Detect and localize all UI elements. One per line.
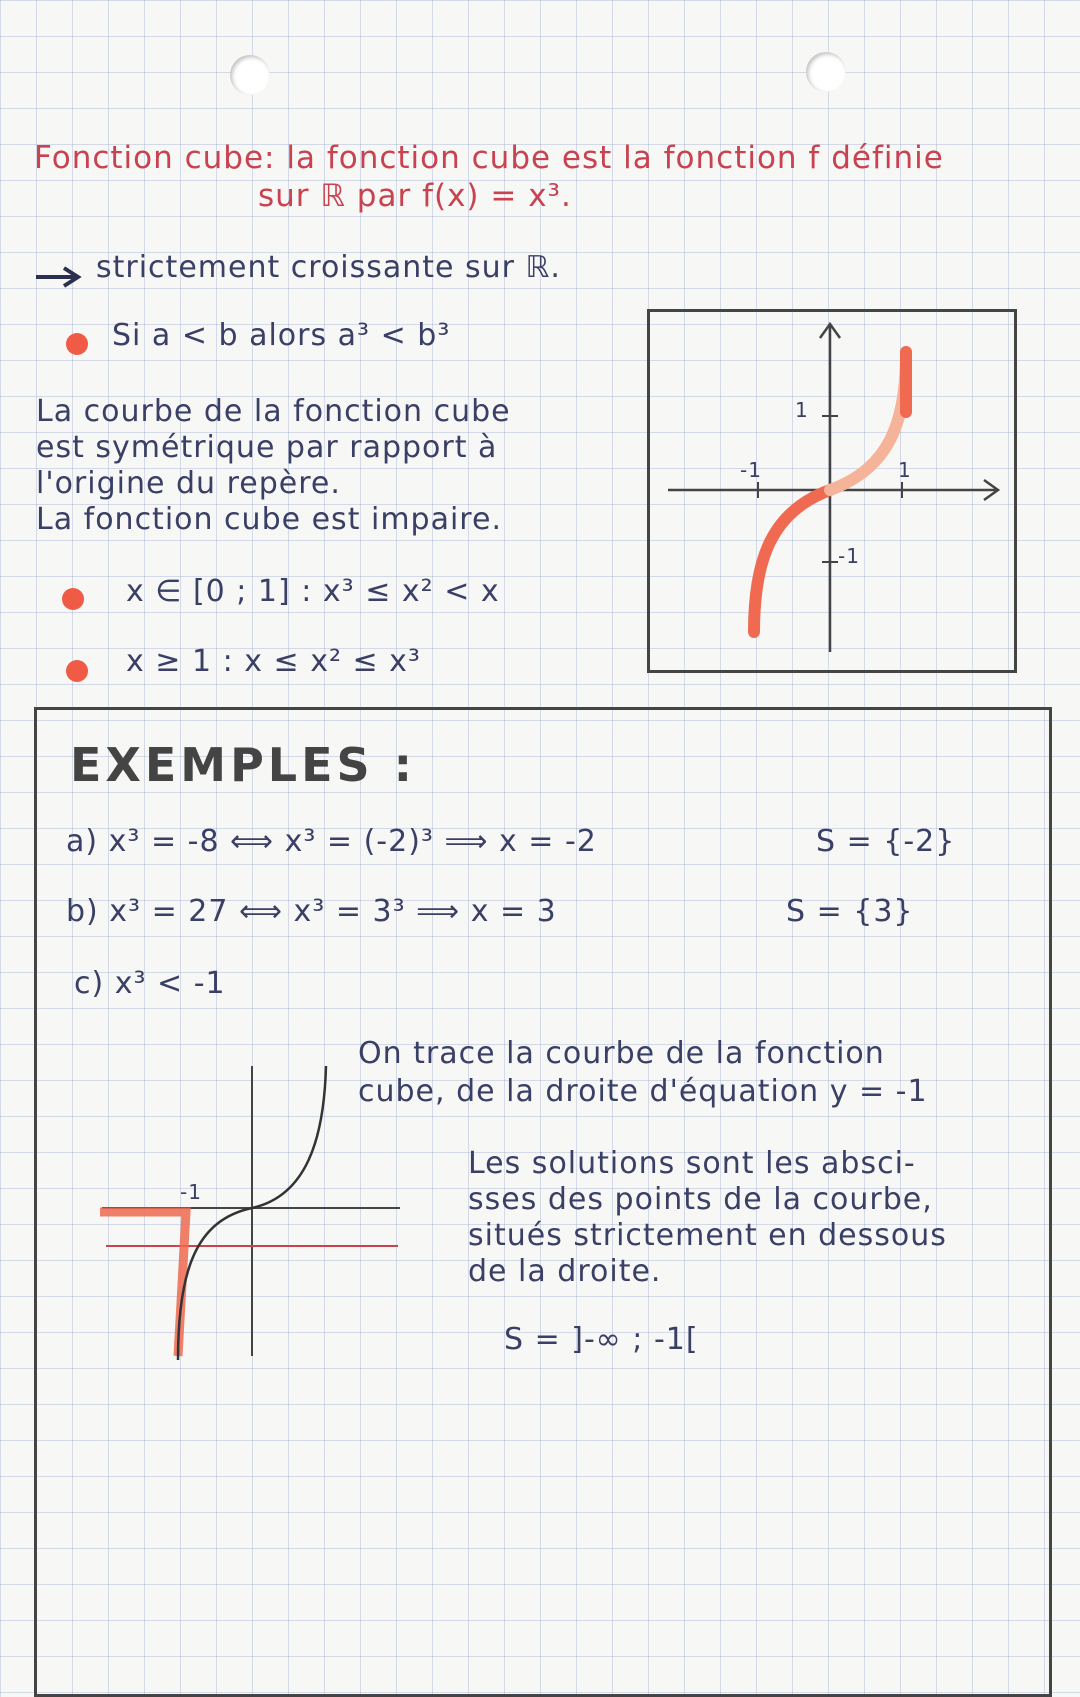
inequality-0-1: x ∈ [0 ; 1] : x³ ≤ x² < x [126,574,500,609]
method-line-1: On trace la courbe de la fonction [358,1036,885,1071]
x-tick-minus-1: -1 [740,458,762,482]
method-line-2: cube, de la droite d'équation y = -1 [358,1074,928,1109]
solution-line-1: Les solutions sont les absci- [468,1146,916,1181]
curve-positive-part [830,352,906,490]
symmetry-line-2: est symétrique par rapport à [36,430,498,465]
symmetry-line-3: l'origine du repère. [36,466,341,501]
solution-line-2: sses des points de la courbe, [468,1182,933,1217]
inequality-gt-1: x ≥ 1 : x ≤ x² ≤ x³ [126,644,421,679]
binder-hole-left [230,55,270,95]
example-b-solution: S = {3} [786,894,914,929]
y-tick-minus-1: -1 [838,544,860,568]
definition-line-1: Fonction cube: la fonction cube est la fonction f définie [34,140,944,176]
cube-function-graph [650,312,1010,667]
definition-line-2: sur ℝ par f(x) = x³. [258,178,572,214]
examples-heading: EXEMPLES : [70,738,417,792]
order-text: Si a < b alors a³ < b³ [112,318,451,353]
graph-label-minus-1: -1 [180,1180,202,1204]
solution-line-3: situés strictement en dessous [468,1218,947,1253]
monotonic-text: strictement croissante sur ℝ. [96,250,561,285]
bullet-icon [66,333,88,355]
y-tick-1: 1 [795,398,809,422]
solution-line-4: de la droite. [468,1254,662,1289]
solution-set: S = ]-∞ ; -1[ [504,1322,699,1357]
bullet-icon [66,660,88,682]
example-a: a) x³ = -8 ⟺ x³ = (-2)³ ⟹ x = -2 [66,824,597,859]
example-a-solution: S = {-2} [816,824,956,859]
odd-text: La fonction cube est impaire. [36,502,502,537]
arrow-icon [34,265,84,290]
x-tick-1: 1 [898,458,912,482]
symmetry-line-1: La courbe de la fonction cube [36,394,511,429]
curve-negative-part [754,490,830,632]
binder-hole-right [806,52,846,92]
bullet-icon [62,588,84,610]
example-c: c) x³ < -1 [74,966,226,1001]
example-b: b) x³ = 27 ⟺ x³ = 3³ ⟹ x = 3 [66,894,557,929]
